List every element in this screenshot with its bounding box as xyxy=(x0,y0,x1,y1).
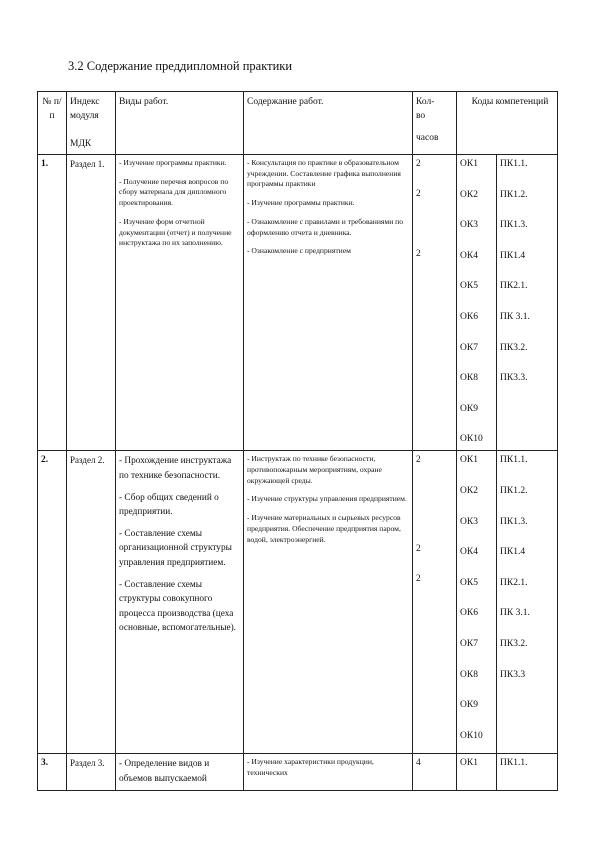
hours-value: 2 xyxy=(416,159,421,169)
pk-code: ПК2.1. xyxy=(500,281,528,292)
row-pk-codes xyxy=(497,754,558,790)
col-header-index-line2: МДК xyxy=(70,139,92,149)
row-works xyxy=(116,754,244,790)
ok-code: ОК7 xyxy=(460,342,478,353)
work-item: - Составление схемы структуры совокупного процесса производства (цеха основные, вспомогательные). xyxy=(119,579,236,634)
col-header-index-line1: Индекс модуля xyxy=(70,97,100,121)
row-section: Раздел 1. xyxy=(67,155,116,451)
row-content xyxy=(244,451,413,754)
pk-code: ПК 3.1. xyxy=(500,608,530,619)
hours-value: 2 xyxy=(416,189,421,200)
row-section: Раздел 2. xyxy=(67,451,116,754)
ok-code: ОК5 xyxy=(460,577,478,588)
hours-value: 2 xyxy=(416,573,421,584)
row-number: 2. xyxy=(38,451,67,754)
ok-code: ОК8 xyxy=(460,669,478,680)
pk-code: ПК1.4 xyxy=(500,250,526,261)
ok-code: ОК9 xyxy=(460,700,478,711)
content-item: - Изучение программы практики. xyxy=(247,198,355,208)
pk-code: ПК1.4 xyxy=(500,547,526,558)
ok-code: ОК10 xyxy=(460,434,483,445)
row-content xyxy=(244,754,413,790)
col-header-hours xyxy=(413,92,457,155)
hours-value: 2 xyxy=(416,455,421,466)
ok-code: ОК3 xyxy=(460,220,478,231)
ok-code: ОК2 xyxy=(460,485,478,496)
row-section: Раздел 3. xyxy=(67,754,116,790)
ok-code: ОК3 xyxy=(460,516,478,527)
row-pk-codes xyxy=(497,451,558,754)
ok-code: ОК7 xyxy=(460,638,478,649)
practice-content-table xyxy=(37,91,558,791)
content-item: - Изучение структуры управления предприятием. xyxy=(247,494,407,504)
ok-code: ОК5 xyxy=(460,281,478,292)
row-hours xyxy=(413,754,457,790)
page-heading: 3.2 Содержание преддипломной практики xyxy=(68,59,293,73)
col-header-hours-line2: часов xyxy=(416,133,439,143)
table-row xyxy=(38,451,558,754)
ok-code: ОК10 xyxy=(460,730,483,741)
table-header-row xyxy=(38,92,558,155)
pk-code: ПК1.1. xyxy=(500,159,528,169)
row-works xyxy=(116,451,244,754)
row-hours xyxy=(413,451,457,754)
col-header-num: № п/п xyxy=(38,92,67,155)
content-item: - Ознакомление с правилами и требованиями по оформлению отчета и дневника. xyxy=(247,216,404,237)
row-number: 1. xyxy=(38,155,67,451)
table-row xyxy=(38,754,558,790)
work-item: - Составление схемы организационной структуры управления предприятием. xyxy=(119,528,232,568)
ok-code: ОК1 xyxy=(460,159,478,169)
hours-value: 2 xyxy=(416,543,421,554)
work-item: - Изучение программы практики. xyxy=(119,158,227,167)
col-header-codes: Коды компетенций xyxy=(457,92,558,155)
pk-code: ПК1.2. xyxy=(500,485,528,496)
ok-code: ОК1 xyxy=(460,758,478,769)
col-header-hours-line1: Кол-во xyxy=(416,97,435,121)
row-ok-codes xyxy=(457,754,497,790)
pk-code: ПК3.3 xyxy=(500,669,526,680)
content-item: - Изучение характеристики продукции, технических xyxy=(247,757,374,778)
ok-code: ОК1 xyxy=(460,455,478,466)
pk-code: ПК3.2. xyxy=(500,342,528,353)
col-header-content: Содержание работ. xyxy=(244,92,413,155)
ok-code: ОК8 xyxy=(460,373,478,384)
ok-code: ОК2 xyxy=(460,189,478,200)
work-item: - Определение видов и объемов выпускаемой xyxy=(119,759,210,784)
pk-code: ПК2.1. xyxy=(500,577,528,588)
content-item: - Изучение материальных и сырьевых ресурсов предприятия. Обеспечение предприятия паром, водой, электроэнергией. xyxy=(247,513,401,544)
ok-code: ОК9 xyxy=(460,403,478,414)
row-ok-codes xyxy=(457,451,497,754)
row-ok-codes xyxy=(457,155,497,451)
content-item: - Ознакомление с предприятием xyxy=(247,246,351,256)
col-header-index xyxy=(67,92,116,155)
work-item: - Сбор общих сведений о предприятии. xyxy=(119,492,219,518)
pk-code: ПК1.2. xyxy=(500,189,528,200)
pk-code: ПК1.1. xyxy=(500,758,528,769)
row-content xyxy=(244,155,413,451)
row-pk-codes xyxy=(497,155,558,451)
ok-code: ОК4 xyxy=(460,250,478,261)
content-item: - Инструктаж по технике безопасности, противопожарным мероприятиям, охране окружающей среды. xyxy=(247,454,382,485)
ok-code: ОК4 xyxy=(460,547,478,558)
pk-code: ПК1.3. xyxy=(500,220,528,231)
pk-code: ПК3.3. xyxy=(500,373,528,384)
row-works xyxy=(116,155,244,451)
pk-code: ПК1.1. xyxy=(500,455,528,466)
row-number: 3. xyxy=(38,754,67,790)
row-hours xyxy=(413,155,457,451)
ok-code: ОК6 xyxy=(460,311,478,322)
pk-code: ПК 3.1. xyxy=(500,311,530,322)
hours-value: 2 xyxy=(416,249,421,260)
content-item: - Консультация по практике в образовательном учреждении. Составление графика выполнения программы практики xyxy=(247,158,401,189)
col-header-types: Виды работ. xyxy=(116,92,244,155)
pk-code: ПК3.2. xyxy=(500,638,528,649)
work-item: - Получение перечня вопросов по сбору материала для дипломного проектирования. xyxy=(119,176,229,208)
ok-code: ОК6 xyxy=(460,608,478,619)
work-item: - Прохождение инструктажа по технике безопасности. xyxy=(119,456,232,481)
pk-code: ПК1.3. xyxy=(500,516,528,527)
work-item: - Изучение форм отчетной документации (отчет) и получение инструктажа по их заполнению. xyxy=(119,216,232,248)
hours-value: 4 xyxy=(416,758,421,769)
table-row xyxy=(38,155,558,451)
